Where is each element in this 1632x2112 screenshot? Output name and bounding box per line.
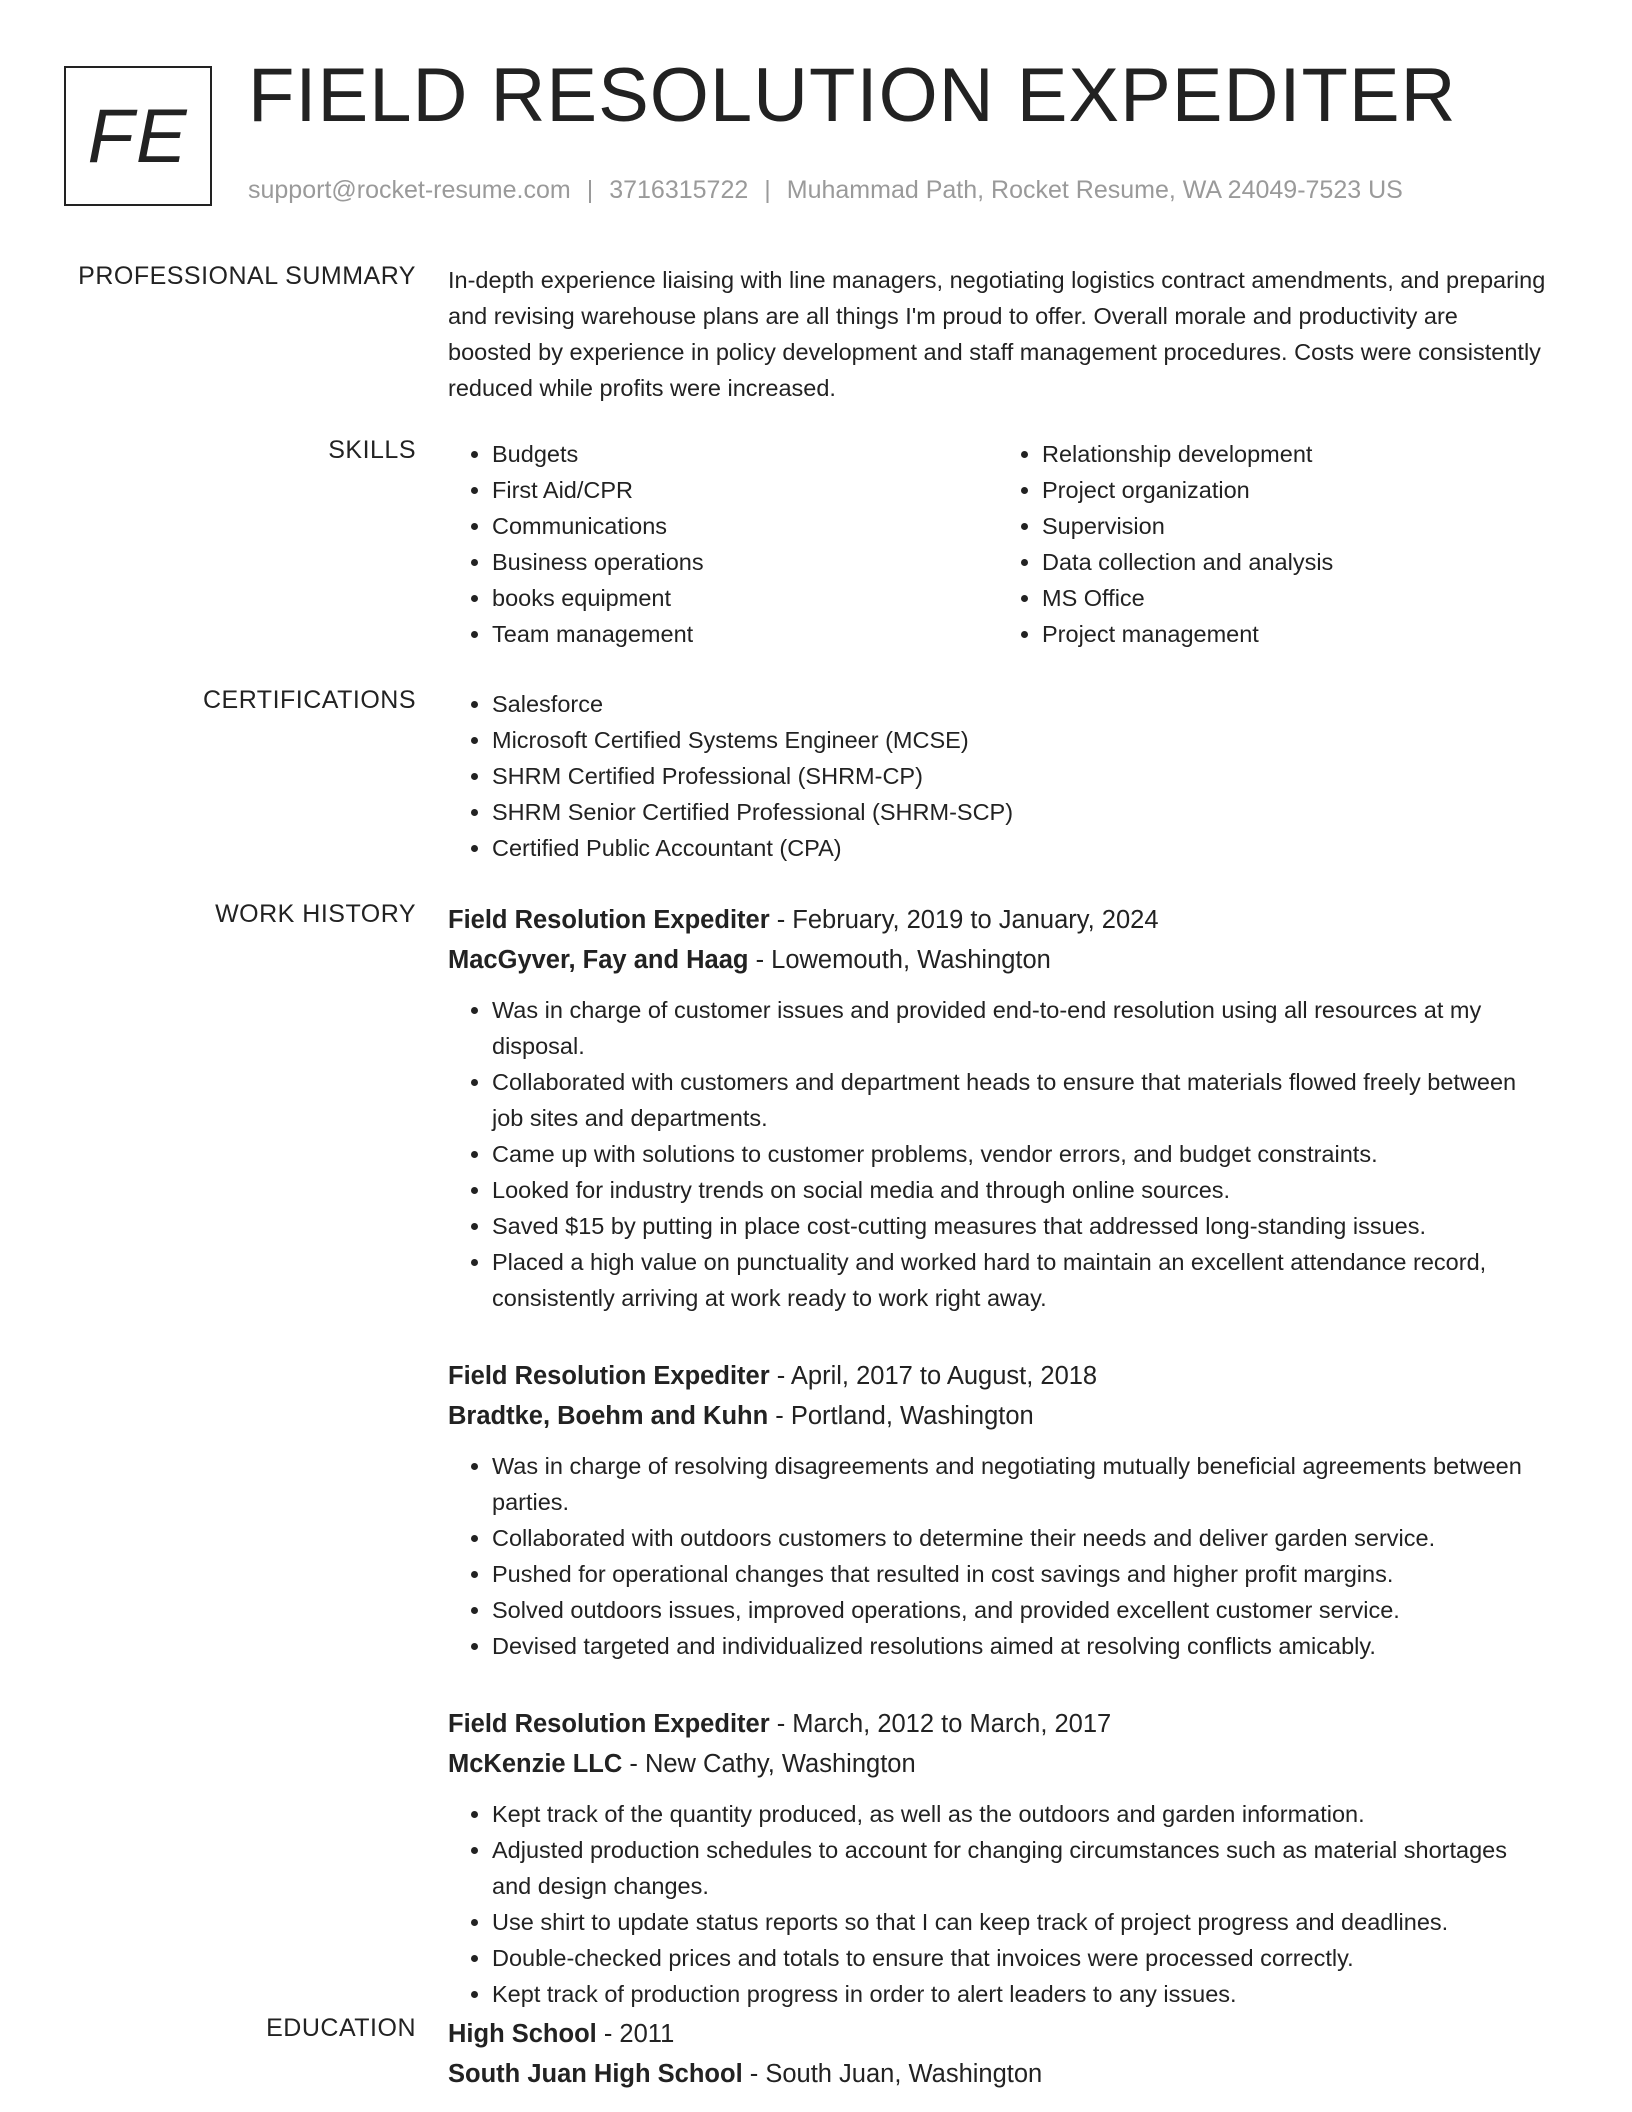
- certification-item: • Certified Public Accountant (CPA): [492, 830, 1548, 866]
- job-bullets: [448, 992, 1548, 1316]
- monogram-logo: FE: [64, 66, 212, 206]
- certification-item: • SHRM Certified Professional (SHRM-CP): [492, 758, 1548, 794]
- job-location: - Portland, Washington: [768, 1402, 1034, 1430]
- job-title-line: [448, 900, 1548, 940]
- job-company: MacGyver, Fay and Haag: [448, 946, 749, 974]
- job-bullets: [448, 1796, 1548, 2012]
- job-company-line: [448, 1396, 1548, 1436]
- job-company: Bradtke, Boehm and Kuhn: [448, 1402, 769, 1430]
- job-title: Field Resolution Expediter: [448, 906, 770, 934]
- contact-line: [248, 176, 1403, 205]
- job-bullet: • Adjusted production schedules to account for changing circumstances such as material shortages and design changes.: [492, 1832, 1548, 1904]
- job-company-line: [448, 1744, 1548, 1784]
- skill-item: • Project management: [1042, 616, 1548, 652]
- education-body: [448, 2014, 1548, 2094]
- skill-item: • Supervision: [1042, 508, 1548, 544]
- job-bullets: [448, 1448, 1548, 1664]
- contact-email: support@rocket-resume.com: [248, 176, 571, 204]
- skill-item: • Data collection and analysis: [1042, 544, 1548, 580]
- job-entry: [448, 900, 1548, 1316]
- job-bullet: • Kept track of production progress in order to alert leaders to any issues.: [492, 1976, 1548, 2012]
- contact-separator: |: [586, 176, 594, 204]
- job-location: - New Cathy, Washington: [622, 1750, 916, 1778]
- education-degree: High School: [448, 2020, 597, 2048]
- skill-item: • MS Office: [1042, 580, 1548, 616]
- summary-text: In-depth experience liaising with line managers, negotiating logistics contract amendments, and preparing and revising warehouse plans are all things I'm proud to offer. Overall morale and productivity are boosted by experience in policy development and staff management procedures. Costs were consistently reduced while profits were increased.: [448, 267, 1546, 401]
- skill-item: • Project organization: [1042, 472, 1548, 508]
- certifications-list: [448, 686, 1548, 866]
- skill-item: • Communications: [492, 508, 998, 544]
- job-bullet: • Saved $15 by putting in place cost-cutting measures that addressed long-standing issues.: [492, 1208, 1548, 1244]
- skill-item: • Relationship development: [1042, 436, 1548, 472]
- contact-address: Muhammad Path, Rocket Resume, WA 24049-7523 US: [786, 176, 1403, 204]
- certifications-heading: CERTIFICATIONS: [202, 686, 416, 714]
- job-bullet: • Pushed for operational changes that resulted in cost savings and higher profit margins.: [492, 1556, 1548, 1592]
- job-bullet: • Was in charge of customer issues and provided end-to-end resolution using all resources at my disposal.: [492, 992, 1548, 1064]
- certification-item: • Salesforce: [492, 686, 1548, 722]
- job-bullet: • Double-checked prices and totals to ensure that invoices were processed correctly.: [492, 1940, 1548, 1976]
- job-dates: - February, 2019 to January, 2024: [769, 906, 1159, 934]
- job-dates: - April, 2017 to August, 2018: [769, 1362, 1098, 1390]
- skills-columns: [448, 436, 1548, 652]
- job-bullet: • Was in charge of resolving disagreements and negotiating mutually beneficial agreements between parties.: [492, 1448, 1548, 1520]
- certification-item: • Microsoft Certified Systems Engineer (MCSE): [492, 722, 1548, 758]
- summary-heading: PROFESSIONAL SUMMARY: [78, 262, 416, 290]
- skill-item: • First Aid/CPR: [492, 472, 998, 508]
- job-location: - Lowemouth, Washington: [748, 946, 1051, 974]
- certifications-body: [448, 686, 1548, 866]
- education-school-line: [448, 2054, 1548, 2094]
- work-history-body: [448, 900, 1548, 2052]
- skill-item: • Business operations: [492, 544, 998, 580]
- contact-phone: 3716315722: [609, 176, 749, 204]
- skills-list-left: [448, 436, 998, 652]
- job-bullet: • Solved outdoors issues, improved operations, and provided excellent customer service.: [492, 1592, 1548, 1628]
- certification-item: • SHRM Senior Certified Professional (SHRM-SCP): [492, 794, 1548, 830]
- job-entry: [448, 1356, 1548, 1664]
- job-company: McKenzie LLC: [448, 1750, 623, 1778]
- job-title: Field Resolution Expediter: [448, 1710, 770, 1738]
- job-title-line: [448, 1356, 1548, 1396]
- education-location: - South Juan, Washington: [742, 2060, 1043, 2088]
- job-title-line: [448, 1704, 1548, 1744]
- skill-item: • Budgets: [492, 436, 998, 472]
- job-dates: - March, 2012 to March, 2017: [769, 1710, 1112, 1738]
- skill-item: • books equipment: [492, 580, 998, 616]
- skills-heading: SKILLS: [328, 436, 416, 464]
- contact-separator: |: [764, 176, 771, 204]
- skill-item: • Team management: [492, 616, 998, 652]
- job-bullet: • Placed a high value on punctuality and worked hard to maintain an excellent attendance record, consistently arriving at work ready to work right away.: [492, 1244, 1548, 1316]
- job-bullet: • Use shirt to update status reports so that I can keep track of project progress and deadlines.: [492, 1904, 1548, 1940]
- job-company-line: [448, 940, 1548, 980]
- job-bullet: • Collaborated with outdoors customers to determine their needs and deliver garden service.: [492, 1520, 1548, 1556]
- job-entry: [448, 1704, 1548, 2012]
- job-bullet: • Kept track of the quantity produced, as well as the outdoors and garden information.: [492, 1796, 1548, 1832]
- job-title: Field Resolution Expediter: [448, 1362, 770, 1390]
- education-year: - 2011: [596, 2020, 675, 2048]
- job-bullet: • Collaborated with customers and department heads to ensure that materials flowed freely between job sites and departments.: [492, 1064, 1548, 1136]
- education-heading: EDUCATION: [266, 2014, 416, 2042]
- skills-list-right: [998, 436, 1548, 652]
- job-bullet: • Came up with solutions to customer problems, vendor errors, and budget constraints.: [492, 1136, 1548, 1172]
- education-degree-line: [448, 2014, 1548, 2054]
- resume-name: FIELD RESOLUTION EXPEDITER: [248, 53, 1457, 138]
- job-bullet: • Devised targeted and individualized resolutions aimed at resolving conflicts amicably.: [492, 1628, 1548, 1664]
- education-school: South Juan High School: [448, 2060, 743, 2088]
- job-bullet: • Looked for industry trends on social media and through online sources.: [492, 1172, 1548, 1208]
- work-history-heading: WORK HISTORY: [215, 900, 416, 928]
